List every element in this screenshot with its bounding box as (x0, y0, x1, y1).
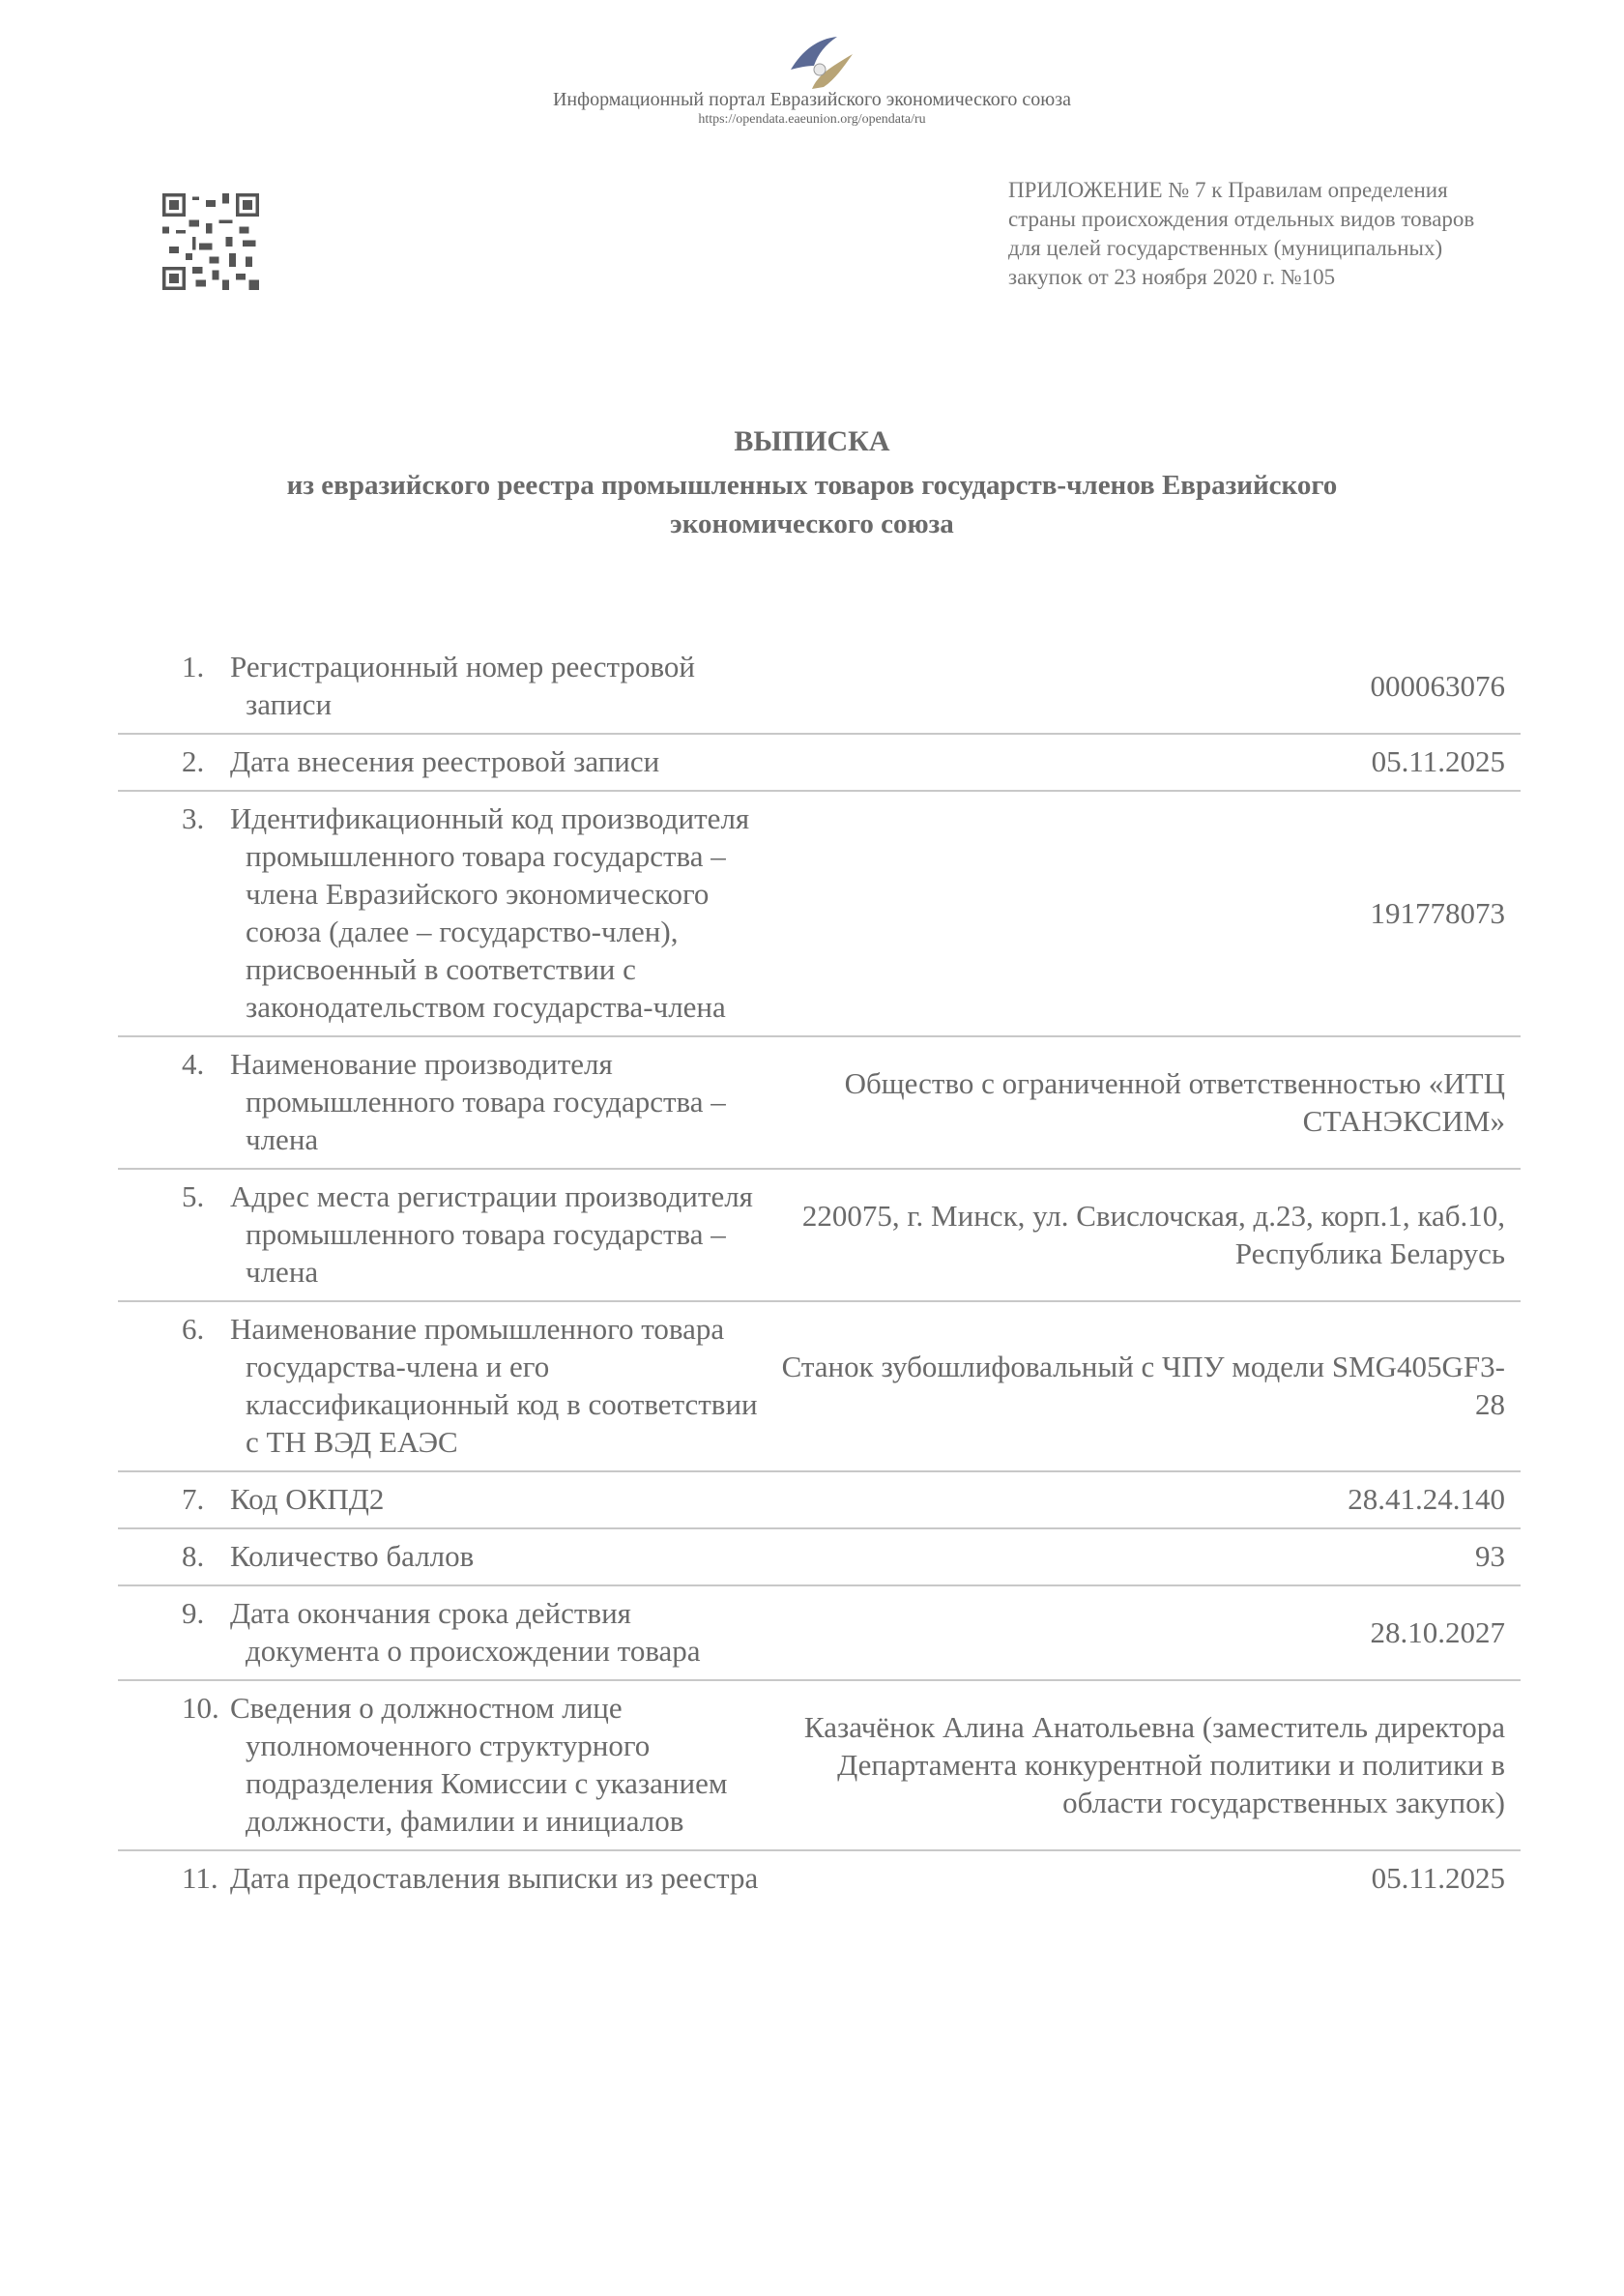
row-value: 05.11.2025 (1371, 744, 1505, 778)
row-label-text: Регистрационный номер реестровой записи (230, 650, 695, 721)
row-label-text: Адрес места регистрации производителя промышленного товара государства – члена (230, 1179, 753, 1289)
row-value: 28.10.2027 (1370, 1614, 1505, 1649)
registry-extract-table (118, 640, 1521, 1906)
row-number: 8. (182, 1539, 205, 1573)
row-number: 11. (182, 1861, 218, 1895)
subtitle-text: из евразийского реестра промышленных товаров государств-членов Евразийского экономического союза (286, 470, 1338, 539)
row-number: 3. (182, 801, 205, 835)
qr-code-icon (158, 193, 264, 290)
row-label (182, 1177, 762, 1291)
row-label (182, 648, 762, 723)
row-number: 4. (182, 1047, 205, 1081)
row-label (182, 1859, 762, 1897)
row-number: 6. (182, 1312, 205, 1346)
row-label (182, 1045, 762, 1158)
row-label-text: Дата внесения реестровой записи (230, 744, 660, 778)
row-value: 93 (1475, 1539, 1505, 1573)
row-label (182, 1310, 762, 1461)
row-number: 5. (182, 1179, 205, 1213)
table-row (118, 1037, 1521, 1170)
row-value: 220075, г. Минск, ул. Свислочская, д.23, корп.1, каб.10, Республика Беларусь (801, 1198, 1505, 1270)
document-subtitle (0, 466, 1624, 543)
row-value: 05.11.2025 (1371, 1861, 1505, 1895)
row-value: Станок зубошлифовальный с ЧПУ модели SMG405GF3-28 (781, 1350, 1505, 1421)
row-label (182, 799, 762, 1026)
table-row (118, 1586, 1521, 1681)
row-number: 1. (182, 650, 205, 683)
table-row (118, 1302, 1521, 1472)
row-label-text: Идентификационный код производителя промышленного товара государства – члена Евразийского экономического союза (далее – государство-член), присвоенный в соответствии с законодательством государства-члена (230, 801, 750, 1024)
document-title: ВЫПИСКА (734, 425, 890, 457)
portal-url[interactable]: https://opendata.eaeunion.org/opendata/ru (698, 112, 926, 127)
row-label-text: Дата предоставления выписки из реестра (230, 1861, 759, 1895)
row-number: 2. (182, 744, 205, 778)
row-label-text: Наименование производителя промышленного товара государства – члена (230, 1047, 726, 1156)
table-row (118, 1472, 1521, 1529)
row-label (182, 1480, 762, 1518)
row-label-text: Дата окончания срока действия документа о происхождении товара (230, 1596, 701, 1668)
table-row (118, 640, 1521, 735)
table-row (118, 1681, 1521, 1851)
row-label-text: Сведения о должностном лице уполномоченного структурного подразделения Комиссии с указанием должности, фамилии и инициалов (230, 1691, 728, 1838)
row-number: 10. (182, 1691, 219, 1725)
table-row (118, 1529, 1521, 1586)
row-label (182, 1594, 762, 1670)
row-number: 9. (182, 1596, 205, 1630)
row-label-text: Код ОКПД2 (230, 1482, 385, 1516)
row-value: Общество с ограниченной ответственностью «ИТЦ СТАНЭКСИМ» (844, 1065, 1505, 1138)
row-number: 7. (182, 1482, 205, 1516)
row-label-text: Наименование промышленного товара государства-члена и его классификационный код в соответствии с ТН ВЭД ЕАЭС (230, 1312, 758, 1459)
row-label-text: Количество баллов (230, 1539, 475, 1573)
row-value: 191778073 (1370, 895, 1505, 930)
row-label (182, 1537, 762, 1575)
row-label (182, 1689, 762, 1840)
row-value: Казачёнок Алина Анатольевна (заместитель директора Департамента конкурентной политики и политики в области государственных закупок) (803, 1709, 1505, 1819)
eaeu-logo-icon (783, 33, 860, 91)
row-value: 000063076 (1370, 668, 1505, 703)
table-row (118, 1851, 1521, 1906)
table-row (118, 792, 1521, 1037)
row-value: 28.41.24.140 (1348, 1482, 1505, 1516)
row-label (182, 742, 762, 780)
table-row (118, 735, 1521, 792)
portal-title: Информационный портал Евразийского экономического союза (552, 89, 1071, 110)
annex-note: ПРИЛОЖЕНИЕ № 7 к Правилам определения страны происхождения отдельных видов товаров для целей государственных (муниципальных) закупок от 23 ноября 2020 г. №105 (1008, 178, 1475, 289)
table-row (118, 1170, 1521, 1302)
